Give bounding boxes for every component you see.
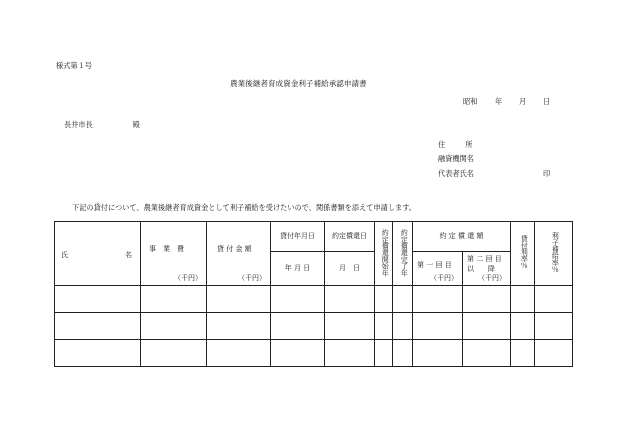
header-repay-amount: 約 定 償 還 額 xyxy=(413,222,511,252)
first-time-unit: （千円） xyxy=(430,274,458,283)
business-cost-label: 事 業 費 xyxy=(149,245,184,253)
cell-repay-start[interactable] xyxy=(375,340,393,367)
header-name-a: 氏 xyxy=(61,251,68,259)
loan-amount-unit: （千円） xyxy=(238,274,266,283)
recipient-honorific: 殿 xyxy=(132,120,140,129)
header-repay-date: 約定償還日 xyxy=(325,222,375,252)
cell-loan-rate[interactable] xyxy=(511,340,535,367)
cell-loan-amount[interactable] xyxy=(207,286,271,313)
header-repay-start xyxy=(375,222,393,286)
recipient-title: 長井市長 xyxy=(64,120,93,129)
header-repay-date-sub: 月 日 xyxy=(325,252,375,286)
table-row xyxy=(55,340,573,367)
cell-first-time[interactable] xyxy=(413,340,463,367)
form-number: 様式第１号 xyxy=(56,61,92,70)
cell-subsidy-rate[interactable] xyxy=(535,313,573,340)
header-loan-date-sub: 年 月 日 xyxy=(271,252,325,286)
subsidy-rate-label: 利子補給率％ xyxy=(550,231,559,273)
document-title: 農業後継者育成資金利子補給承認申請書 xyxy=(230,79,367,88)
address-label-a: 住 xyxy=(438,140,446,149)
cell-loan-rate[interactable] xyxy=(511,313,535,340)
cell-first-time[interactable] xyxy=(413,313,463,340)
date-day: 日 xyxy=(543,97,551,106)
cell-business-cost[interactable] xyxy=(141,340,207,367)
business-cost-unit: （千円） xyxy=(174,274,202,283)
second-time-label-b: 以 降 xyxy=(467,265,495,273)
header-name-b: 名 xyxy=(125,251,132,259)
cell-name[interactable] xyxy=(55,286,141,313)
cell-subsidy-rate[interactable] xyxy=(535,286,573,313)
header-business-cost xyxy=(141,222,207,286)
cell-loan-date[interactable] xyxy=(271,340,325,367)
cell-loan-date[interactable] xyxy=(271,313,325,340)
loan-amount-label: 貸 付 金 額 xyxy=(217,245,252,253)
header-repay-end xyxy=(393,222,413,286)
cell-repay-date[interactable] xyxy=(325,286,375,313)
cell-repay-start[interactable] xyxy=(375,313,393,340)
cell-business-cost[interactable] xyxy=(141,286,207,313)
cell-loan-rate[interactable] xyxy=(511,286,535,313)
cell-first-time[interactable] xyxy=(413,286,463,313)
table-row xyxy=(55,313,573,340)
header-first-time xyxy=(413,252,463,286)
loan-rate-label: 貸付利率％ xyxy=(519,235,528,269)
cell-repay-end[interactable] xyxy=(393,313,413,340)
cell-repay-end[interactable] xyxy=(393,286,413,313)
cell-business-cost[interactable] xyxy=(141,313,207,340)
table-row xyxy=(55,286,573,313)
address-label-b: 所 xyxy=(465,140,473,149)
cell-name[interactable] xyxy=(55,313,141,340)
repay-end-label: 約定償還完了年 xyxy=(399,228,408,276)
second-time-label-a: 第 二 回 目 xyxy=(467,255,502,263)
address-label xyxy=(438,140,472,150)
intro-text: 下記の貸付について、農業後継者育成資金として利子補給を受けたいので、関係書類を添えて申請します。 xyxy=(72,203,416,212)
cell-second-time[interactable] xyxy=(463,286,511,313)
date-month: 月 xyxy=(519,97,527,106)
header-second-time xyxy=(463,252,511,286)
recipient xyxy=(64,120,140,130)
application-table xyxy=(54,221,573,367)
first-time-label: 第 一 回 目 xyxy=(417,261,452,269)
cell-loan-date[interactable] xyxy=(271,286,325,313)
header-loan-rate xyxy=(511,222,535,286)
header-loan-date: 貸付年月日 xyxy=(271,222,325,252)
header-subsidy-rate xyxy=(535,222,573,286)
cell-name[interactable] xyxy=(55,340,141,367)
header-row-1 xyxy=(55,222,573,252)
date-year: 年 xyxy=(495,97,503,106)
representative-label: 代表者氏名 xyxy=(438,169,474,178)
second-time-unit: （千円） xyxy=(478,274,506,283)
repay-start-label: 約定償還開始年 xyxy=(380,228,389,276)
date-era: 昭和 xyxy=(463,97,478,106)
header-loan-amount xyxy=(207,222,271,286)
seal-mark: 印 xyxy=(543,169,551,178)
cell-second-time[interactable] xyxy=(463,340,511,367)
cell-subsidy-rate[interactable] xyxy=(535,340,573,367)
cell-repay-end[interactable] xyxy=(393,340,413,367)
cell-loan-amount[interactable] xyxy=(207,340,271,367)
cell-repay-date[interactable] xyxy=(325,313,375,340)
cell-second-time[interactable] xyxy=(463,313,511,340)
cell-repay-date[interactable] xyxy=(325,340,375,367)
institution-label: 融資機関名 xyxy=(438,154,474,163)
header-name xyxy=(55,222,141,286)
cell-repay-start[interactable] xyxy=(375,286,393,313)
cell-loan-amount[interactable] xyxy=(207,313,271,340)
